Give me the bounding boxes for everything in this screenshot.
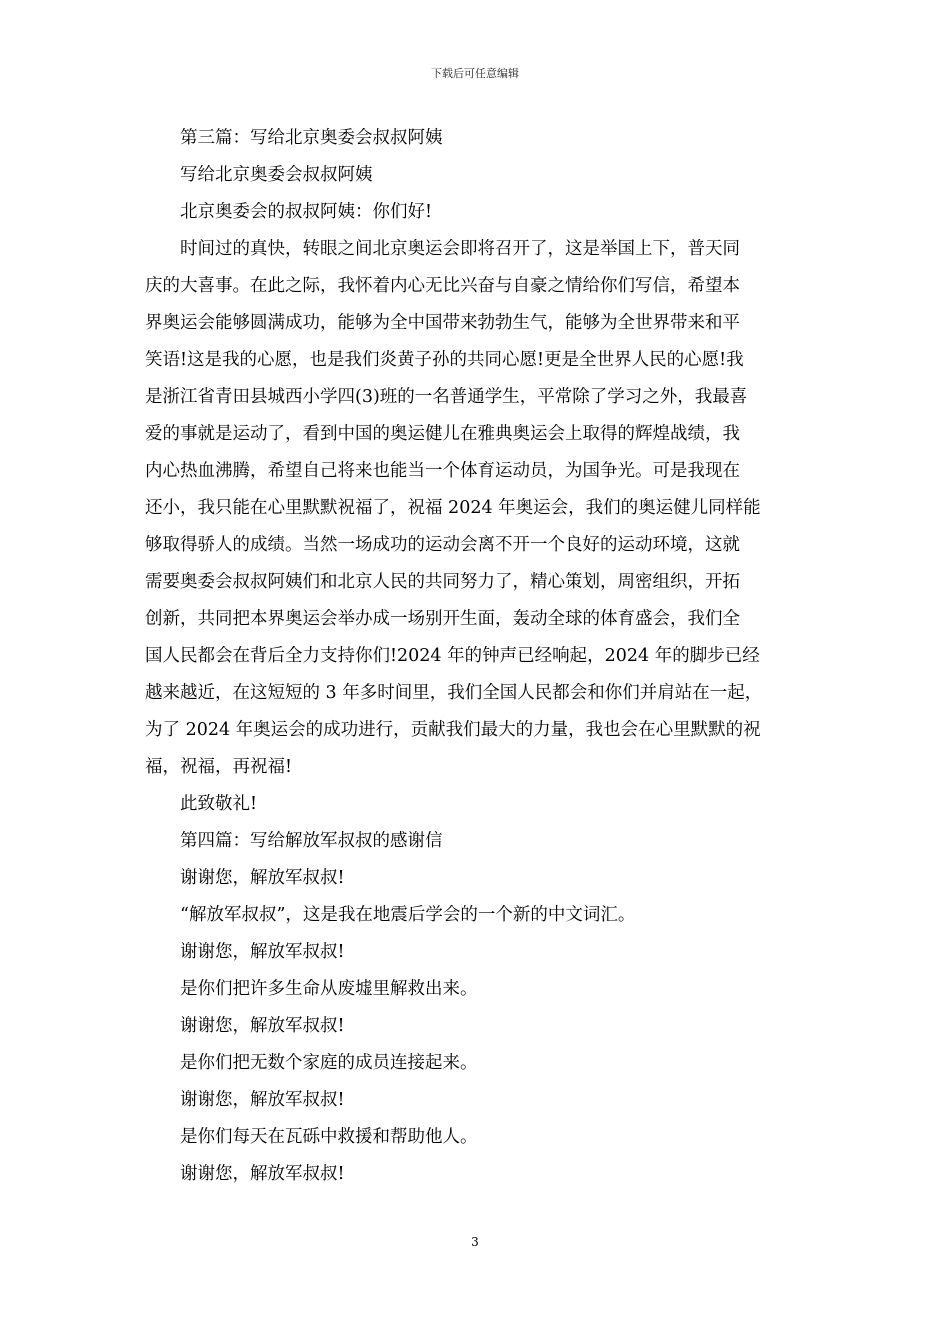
text-line: 够取得骄人的成绩。当然一场成功的运动会离不开一个良好的运动环境，这就 [145,535,740,555]
page-header-note: 下载后可任意编辑 [431,67,519,80]
document-body [145,120,810,1193]
text-line: “解放军叔叔”，这是我在地震后学会的一个新的中文词汇。 [180,905,636,925]
text-line: 爱的事就是运动了，看到中国的奥运健儿在雅典奥运会上取得的辉煌战绩，我 [145,424,740,444]
text-line: 是你们每天在瓦砾中救援和帮助他人。 [180,1127,478,1147]
text-line: 界奥运会能够圆满成功，能够为全中国带来勃勃生气，能够为全世界带来和平 [145,313,740,333]
text-line: 笑语!这是我的心愿，也是我们炎黄子孙的共同心愿!更是全世界人民的心愿!我 [145,350,744,370]
text-line: 是浙江省青田县城西小学四(3)班的一名普通学生，平常除了学习之外，我最喜 [145,387,748,407]
page-number: 3 [471,1235,479,1249]
text-line: 创新，共同把本界奥运会举办成一场别开生面，轰动全球的体育盛会，我们全 [145,609,740,629]
text-line: 北京奥委会的叔叔阿姨：你们好! [180,202,433,222]
text-line: 越来越近，在这短短的 3 年多时间里，我们全国人民都会和你们并肩站在一起， [145,683,763,703]
text-line: 谢谢您，解放军叔叔! [180,942,345,962]
text-line: 谢谢您，解放军叔叔! [180,1164,345,1184]
text-line: 为了 2024 年奥运会的成功进行，贡献我们最大的力量，我也会在心里默默的祝 [145,720,761,740]
text-line: 庆的大喜事。在此之际，我怀着内心无比兴奋与自豪之情给你们写信，希望本 [145,276,740,296]
text-line: 国人民都会在背后全力支持你们!2024 年的钟声已经响起，2024 年的脚步已经 [145,646,760,666]
text-line: 需要奥委会叔叔阿姨们和北京人民的共同努力了，精心策划，周密组织，开拓 [145,572,740,592]
text-line: 第四篇：写给解放军叔叔的感谢信 [180,831,443,851]
text-line: 内心热血沸腾，希望自己将来也能当一个体育运动员，为国争光。可是我现在 [145,461,740,481]
text-line: 是你们把无数个家庭的成员连接起来。 [180,1053,478,1073]
text-line: 福，祝福，再祝福! [145,757,293,777]
text-line: 谢谢您，解放军叔叔! [180,868,345,888]
text-line: 写给北京奥委会叔叔阿姨 [180,165,373,185]
text-line: 第三篇：写给北京奥委会叔叔阿姨 [180,128,443,148]
text-line: 还小，我只能在心里默默祝福了，祝福 2024 年奥运会，我们的奥运健儿同样能 [145,498,761,518]
text-line: 谢谢您，解放军叔叔! [180,1090,345,1110]
text-line: 此致敬礼! [180,794,258,814]
text-line: 时间过的真快，转眼之间北京奥运会即将召开了，这是举国上下，普天同 [180,239,740,259]
text-line: 谢谢您，解放军叔叔! [180,1016,345,1036]
text-line: 是你们把许多生命从废墟里解救出来。 [180,979,478,999]
